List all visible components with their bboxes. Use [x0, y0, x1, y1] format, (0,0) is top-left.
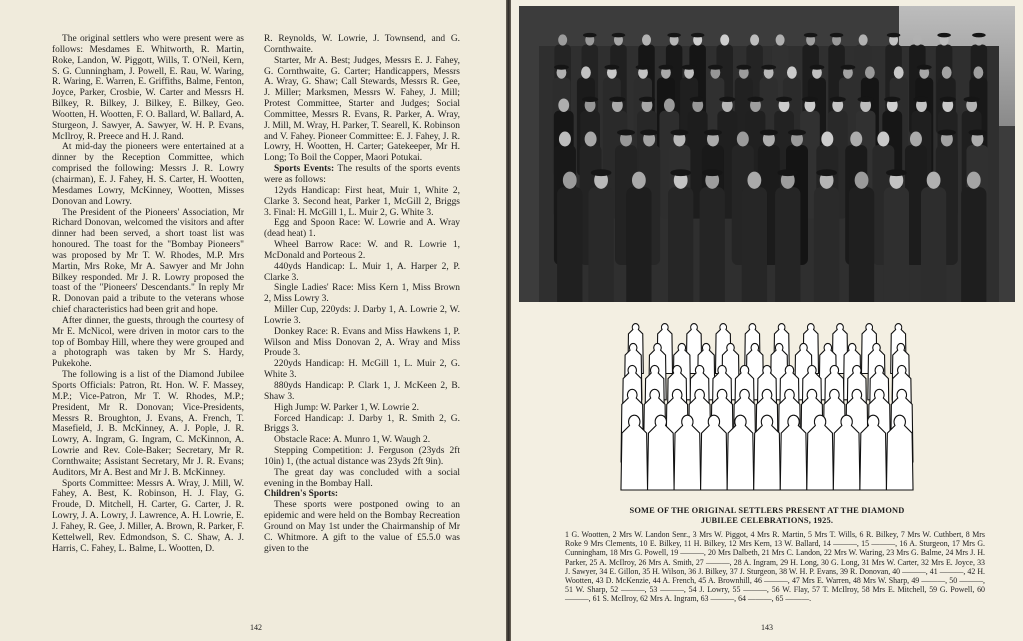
paragraph: The original settlers who were present were as follows: Mesdames E. Whitworth, R. Martin, Roke, Landon, W. Piggott, Wills, T. O'Neil, Kern, S. G. Cunningham, J. Powell, E. Rau, W. Waring, R. Waring, E. Warren, E. Griffiths, Balme, Fenton, Joyce, Parker, Crosbie, W. Carter and Messrs H. Bilkey, R. Bilkey, J. Bilkey, E. Bilkey, Geo. Wootten, H. Wootten, F. O. Ballard, W. Ballard, A. Sturgeon, J. Sawyer, A. Sawyer, W. H. P. Evans, McIlroy, R. Preece and H. J. Rand.: [52, 34, 244, 142]
key-outline-drawing: [607, 314, 927, 496]
caption-line: SOME OF THE ORIGINAL SETTLERS PRESENT AT THE DIAMOND: [629, 506, 905, 515]
page-number: 143: [761, 623, 773, 632]
photo-caption: [551, 506, 983, 526]
paragraph: At mid-day the pioneers were entertained at a dinner by the Reception Committee, which comprised the following: Messrs J. R. Lowry (chairman), E. J. Fahey, H. S. Carter, H. Wootten, Mesdames Lowry, McKinney, Wootten, Misses Donovan and Lowry.: [52, 142, 244, 207]
crowd-figures: [552, 33, 988, 302]
page-number: 142: [250, 623, 262, 632]
paragraph: The President of the Pioneers' Association, Mr Richard Donovan, welcomed the visitors and after dinner had been served, a short toast list was honoured. The toast for the "Bombay Pioneers" was proposed by Mr T. W. Rhodes, M.P. Mrs Martin, Mrs Roke, Mr A. Sawyer and Mr John Bilkey responded. Mr J. R. Lowry proposed the toast of the "Pioneers' Descendants." In reply Mr R. Donovan paid a tribute to the veterans whose chief characteristics had been grit and hope.: [52, 207, 244, 316]
event-result: Egg and Spoon Race: W. Lowrie and A. Wray (dead heat) 1.: [264, 218, 460, 240]
paragraph: After dinner, the guests, through the courtesy of Mr E. McNicol, were driven in motor cars to the top of Bombay Hill, where they were grouped and a photograph was taken by Mr S. Hardy, Pukekohe.: [52, 315, 244, 370]
event-result: 12yds Handicap: First heat, Muir 1, White 2, Clarke 3. Second heat, Parker 1, McGill 2, Briggs 3. Final: H. McGill 1, L. Muir 2, G. White 3.: [264, 185, 460, 218]
left-column: [52, 34, 244, 555]
event-result: Forced Handicap: J. Darby 1, R. Smith 2, G. Briggs 3.: [264, 413, 460, 435]
sports-heading: Sports Events:: [274, 164, 335, 175]
event-result: 220yds Handicap: H. McGill 1, L. Muir 2, G. White 3.: [264, 359, 460, 381]
event-result: Wheel Barrow Race: W. and R. Lowrie 1, McDonald and Porteous 2.: [264, 240, 460, 261]
sports-intro-text: The results of the sports events were as follows:: [264, 164, 460, 185]
event-result: 440yds Handicap: L. Muir 1, A. Harper 2, P. Clarke 3.: [264, 261, 460, 283]
caption-line: JUBILEE CELEBRATIONS, 1925.: [700, 516, 834, 525]
photo-illustration: [519, 6, 1015, 302]
event-result: High Jump: W. Parker 1, W. Lowrie 2.: [274, 402, 419, 413]
paragraph: R. Reynolds, W. Lowrie, J. Townsend, and G. Cornthwaite.: [264, 34, 460, 55]
event-result: Donkey Race: R. Evans and Miss Hawkens 1, P. Wilson and Miss Donovan 2, A. Wray and Miss Proude 3.: [264, 326, 460, 359]
group-photograph: [519, 6, 1015, 302]
left-page: [0, 0, 506, 641]
right-page: [511, 0, 1023, 641]
name-key: 1 G. Wootten, 2 Mrs W. Landon Senr., 3 Mrs W. Piggot, 4 Mrs R. Martin, 5 Mrs T. Wills, 6 R. Bilkey, 7 Mrs W. Cuthbert, 8 Mrs Roke 9 Mrs Clements, 10 E. Bilkey, 11 H. Bilkey, 12 Mrs Kern, 13 W. Ballard, 14 ———, 15 ———, 16 A. Sturgeon, 17 Mrs G. Cunningham, 18 Mrs G. Powell, 19 ———, 20 Mrs Dalbeth, 21 Mrs C. Landon, 22 Mrs W. Waring, 23 Mrs G. Balme, 24 Mrs J. H. Parker, 25 A. McIlroy, 26 Mrs A. Smith, 27 ———, 28 A. Ingram, 29 H. Long, 30 G. Long, 31 Mrs W. Carter, 32 Mrs E. Joyce, 33 J. Sawyer, 34 E. Gillon, 35 H. Wilson, 36 J. Bilkey, 37 J. Sturgeon, 38 W. H. P. Evans, 39 R. Donovan, 40 ———, 41 ———, 42 H. Wootten, 43 D. McKenzie, 44 A. French, 45 A. Brownhill, 46 ———, 47 Mrs E. Warren, 48 Mrs W. Sharp, 49 ———, 50 ———, 51 W. Sharp, 52 ———, 53 ———, 54 J. Lowry, 55 ———, 56 W. Flay, 57 T. McIlroy, 58 Mrs E. Mitchell, 59 G. Powell, 60 ———, 61 S. McIlroy, 62 Mrs A. Ingram, 63 ———, 64 ———, 65 ———.: [565, 530, 985, 604]
paragraph: Sports Committee: Messrs A. Wray, J. Mill, W. Fahey, A. Best, K. Robinson, H. J. Flay, G. Froude, D. Mitchell, H. Carter, G. Carter, J. R. Lowry, J. A. Lowry, J. Lawrence, A. H. Lowrie, E. J. Fahey, R. Gee, J. Miller, A. Brown, R. Parker, F. Kettelwell, Rev. Edmondson, S. C. Shaw, A. J. Harris, C. Fahey, L. Balme, L. Wootten, D.: [52, 478, 244, 554]
event-result: Single Ladies' Race: Miss Kern 1, Miss Brown 2, Miss Lowry 3.: [264, 283, 460, 305]
children-heading: Children's Sports:: [264, 489, 339, 500]
event-result: Stepping Competition: J. Ferguson (23yds 2ft 10in) 1, (the actual distance was 23yds 2ft 9in).: [264, 446, 460, 467]
right-column: [264, 34, 460, 555]
event-result: Miller Cup, 220yds: J. Darby 1, A. Lowrie 2, W. Lowrie 3.: [264, 305, 460, 326]
event-result: 880yds Handicap: P. Clark 1, J. McKeen 2, B. Shaw 3.: [264, 381, 460, 402]
paragraph: The following is a list of the Diamond Jubilee Sports Officials: Patron, Rt. Hon. W. F. Massey, M.P.; Vice-Patron, Mr T. W. Rhodes, M.P.; President, Mr R. Donovan; Vice-Presidents, Messrs R. Broughton, J. Evans, A. French, T. Masefield, J. B. McKinney, A. J. Pople, J. R. Lowry, A. Ingram, G. Ingram, C. McKinnon, A. Lowrie and Rev. Cole-Baker; Secretary, Mr R. Cornthwaite; Assistant Secretary, Mr J. R. Evans; Auditors, Mr A. Best and Mr J. B. McKinney.: [52, 370, 244, 478]
sports-intro: [264, 164, 460, 186]
closing-paragraph: The great day was concluded with a social evening in the Bombay Hall.: [264, 467, 460, 489]
paragraph: Starter, Mr A. Best; Judges, Messrs E. J. Fahey, G. Cornthwaite, G. Carter; Handicappers, Messrs A. Wray, G. Shaw; Call Stewards, Messrs R. Gee, J. Miller; Marksmen, Messrs W. Fahey, J. Mill; Protest Committee, Starter and Judges; Social Committee, Messrs R. Evans, R. Parker, A. Wray, J. Mill, M. Wray, H. Parker, T. Searell, K. Robinson and V. Fahey. Pioneer Committee: E. J. Fahey, J. R. Lowry, H. Wootten, H. Carter; Gatekeeper, Mr H. Long; To Boil the Copper, Maori Potukai.: [264, 55, 460, 164]
event-result: Obstacle Race: A. Munro 1, W. Waugh 2.: [274, 435, 431, 446]
figure-outlines: [621, 324, 913, 490]
paragraph: These sports were postponed owing to an epidemic and were held on the Bombay Recreation Ground on May 1st under the Chairmanship of Mr C. Whitmore. A gift to the value of £5.5.0 was given to the: [264, 500, 460, 554]
